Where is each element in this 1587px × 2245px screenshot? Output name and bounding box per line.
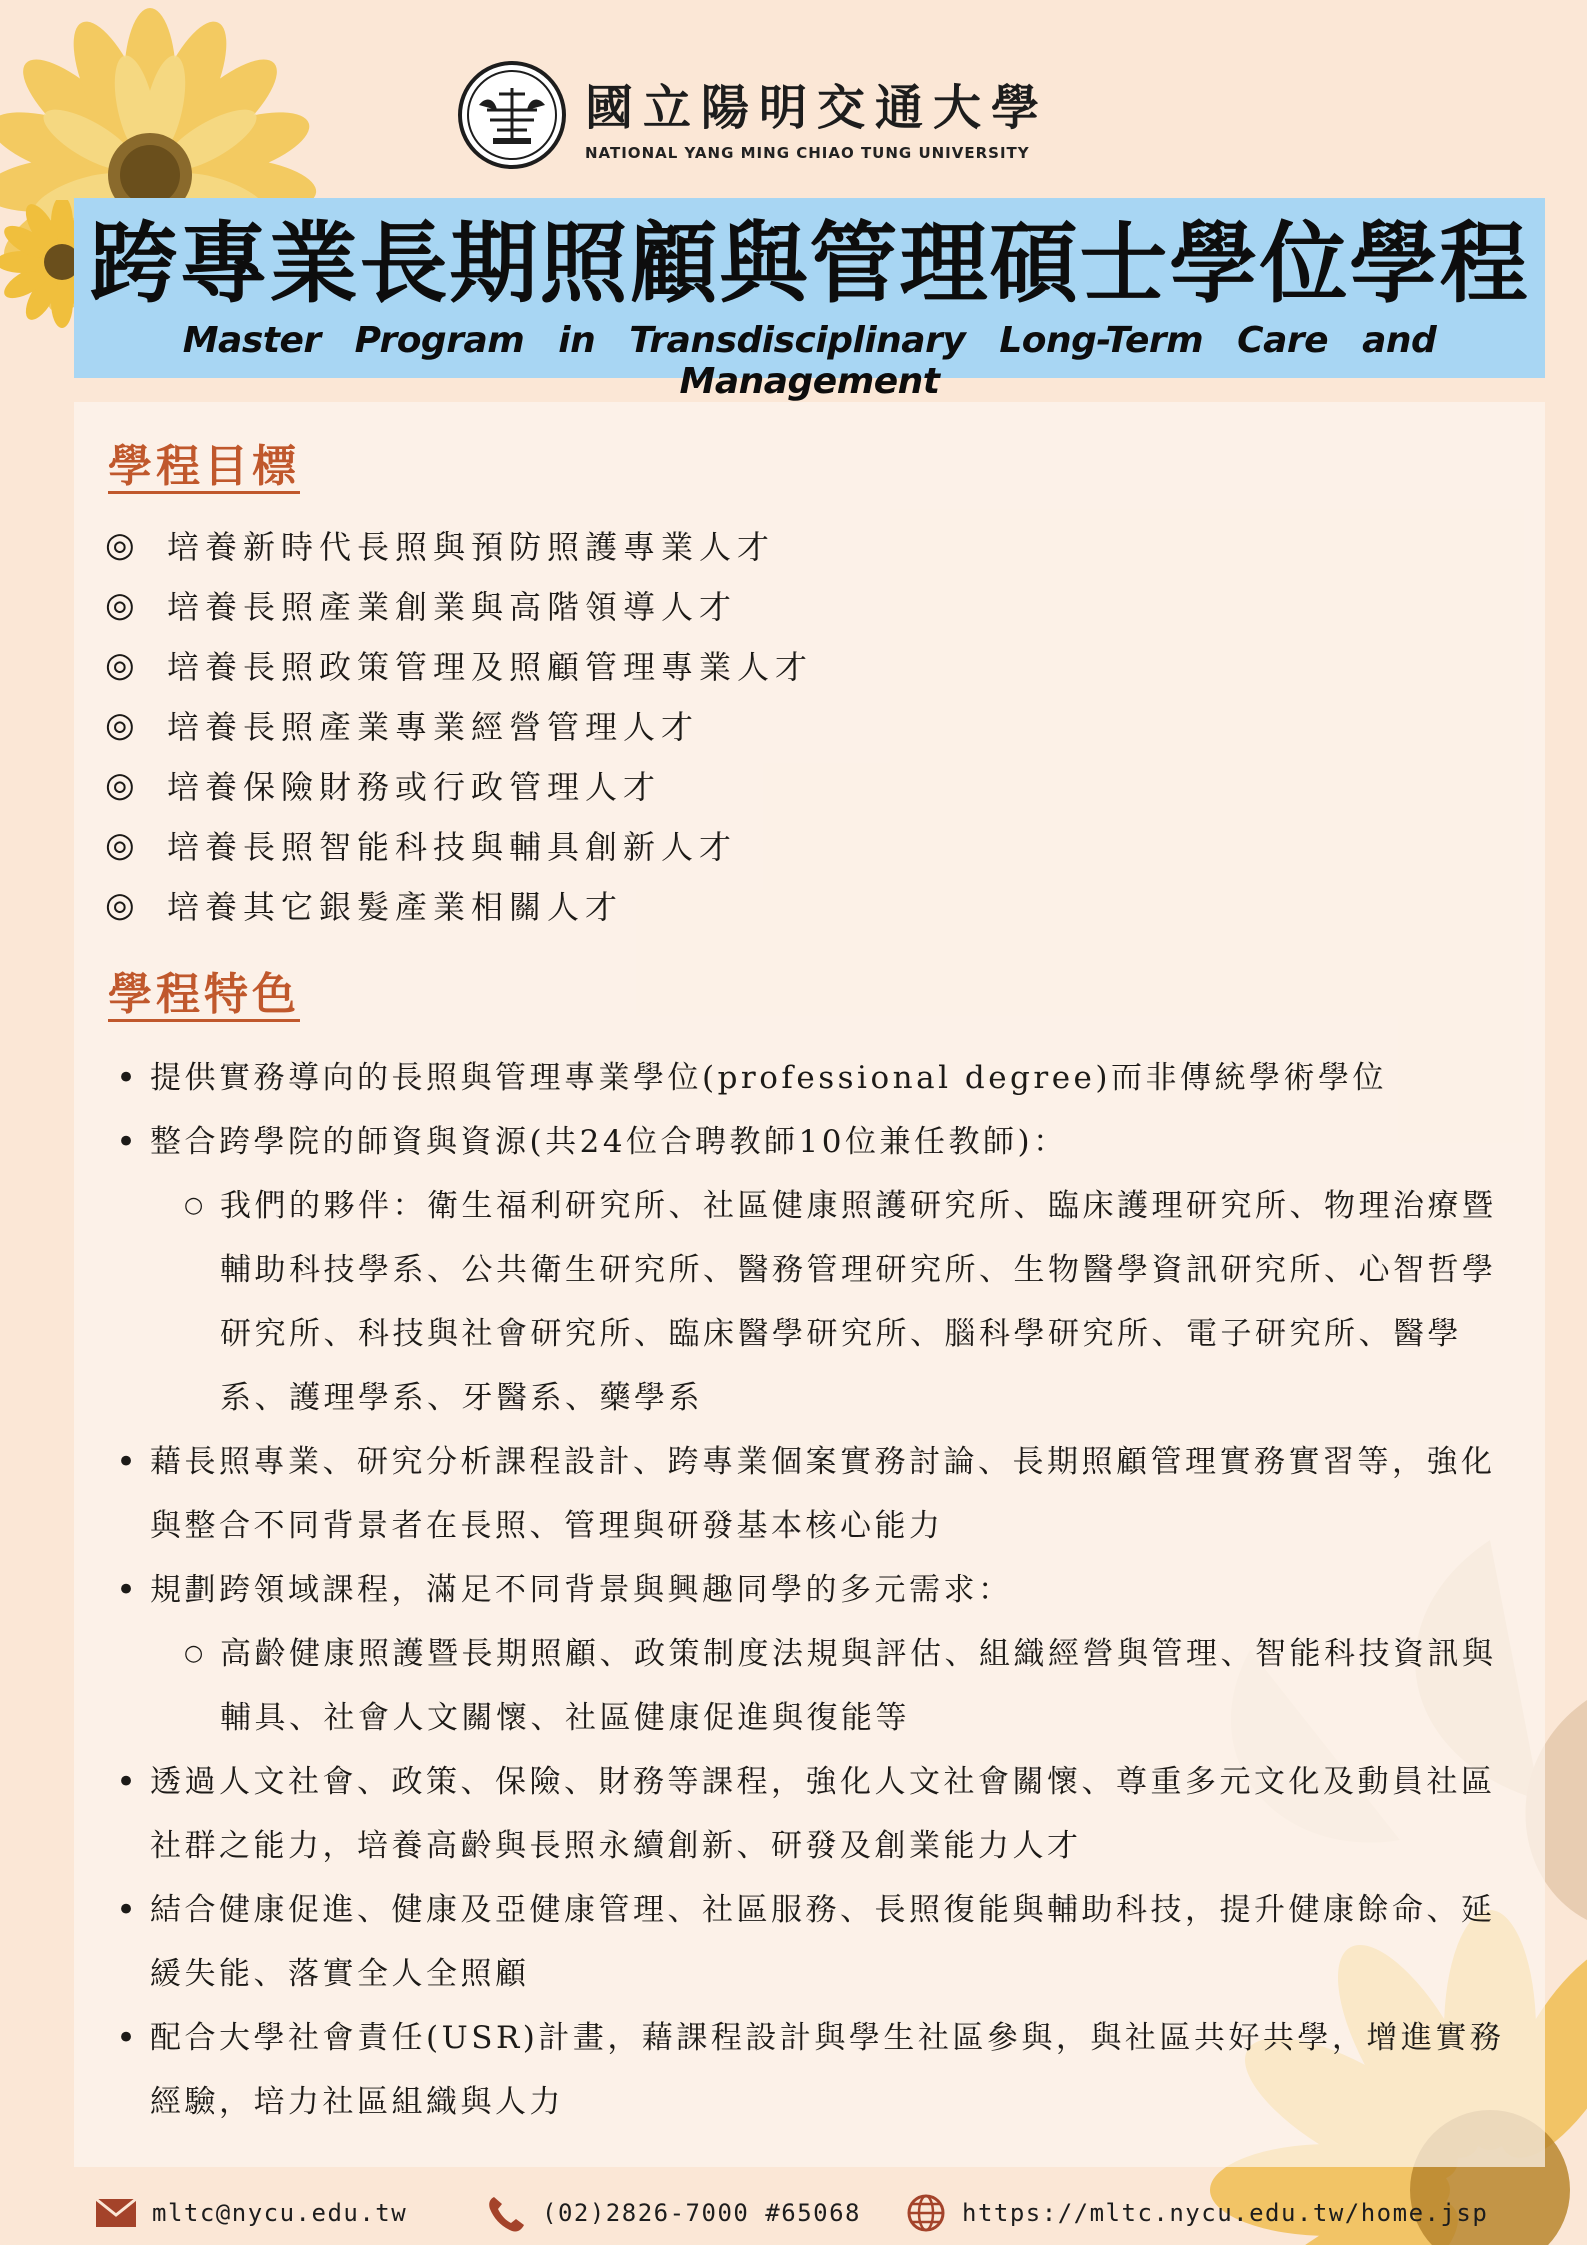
program-title-zh: 跨專業長期照顧與管理碩士學位學程 bbox=[89, 211, 1530, 315]
double-circle-icon: ◎ bbox=[105, 885, 141, 925]
goals-heading: 學程目標 bbox=[108, 441, 300, 492]
university-header bbox=[457, 60, 1049, 170]
program-title-en: Master Program in Transdisciplinary Long-Term Care and Management bbox=[182, 320, 1437, 402]
phone-icon bbox=[484, 2193, 528, 2233]
double-circle-icon: ◎ bbox=[105, 765, 141, 805]
university-emblem-icon bbox=[457, 60, 567, 170]
email-contact[interactable] bbox=[94, 2193, 484, 2233]
globe-icon bbox=[904, 2193, 948, 2233]
website-contact[interactable] bbox=[904, 2193, 1488, 2233]
university-name-zh: 國立陽明交通大學 bbox=[585, 79, 1050, 136]
feature-item: • 透過人文社會、政策、保險、財務等課程，強化人文社會關懷、尊重多元文化及動員社區社群之能力，培養高齡與長照永續創新、研發及創業能力人才 bbox=[108, 1750, 1528, 1878]
features-heading: 學程特色 bbox=[108, 969, 300, 1020]
double-circle-icon: ◎ bbox=[105, 705, 141, 745]
phone-contact[interactable] bbox=[484, 2193, 904, 2233]
feature-item: • 結合健康促進、健康及亞健康管理、社區服務、長照復能與輔助科技，提升健康餘命、延緩失能、落實全人全照顧 bbox=[108, 1878, 1528, 2006]
goal-item: ◎ 培養長照產業專業經營管理人才 bbox=[105, 705, 700, 746]
goals-list bbox=[105, 515, 813, 935]
double-circle-icon: ◎ bbox=[105, 645, 141, 685]
email-text[interactable]: mltc@nycu.edu.tw bbox=[152, 2199, 408, 2227]
feature-item: • 提供實務導向的長照與管理專業學位(professional degree)而非傳統學術學位 bbox=[108, 1046, 1528, 1110]
goal-item: ◎ 培養長照產業創業與高階領導人才 bbox=[105, 585, 738, 626]
feature-sub-item: ○ 我們的夥伴：衛生福利研究所、社區健康照護研究所、臨床護理研究所、物理治療暨輔助科技學系、公共衛生研究所、醫務管理研究所、生物醫學資訊研究所、心智哲學研究所、科技與社會研究所、臨床醫學研究所、腦科學研究所、電子研究所、醫學系、護理學系、牙醫系、藥學系 bbox=[108, 1174, 1528, 1430]
double-circle-icon: ◎ bbox=[105, 825, 141, 865]
university-name-en: NATIONAL YANG MING CHIAO TUNG UNIVERSITY bbox=[585, 143, 1030, 162]
goal-item: ◎ 培養長照政策管理及照顧管理專業人才 bbox=[105, 645, 814, 686]
goal-item: ◎ 培養其它銀髮產業相關人才 bbox=[105, 885, 624, 926]
contact-footer bbox=[94, 2188, 1534, 2238]
feature-item: • 規劃跨領域課程，滿足不同背景與興趣同學的多元需求： bbox=[108, 1558, 1528, 1622]
envelope-icon bbox=[94, 2193, 138, 2233]
goal-item: ◎ 培養長照智能科技與輔具創新人才 bbox=[105, 825, 738, 866]
goal-item: ◎ 培養保險財務或行政管理人才 bbox=[105, 765, 662, 806]
phone-text[interactable]: (02)2826-7000 #65068 bbox=[542, 2199, 861, 2227]
features-list bbox=[108, 1046, 1528, 2134]
feature-sub-item: ○ 高齡健康照護暨長期照顧、政策制度法規與評估、組織經營與管理、智能科技資訊與輔具、社會人文關懷、社區健康促進與復能等 bbox=[108, 1622, 1528, 1750]
feature-item: • 配合大學社會責任(USR)計畫，藉課程設計與學生社區參與，與社區共好共學，增進實務經驗，培力社區組織與人力 bbox=[108, 2006, 1528, 2134]
feature-item: • 整合跨學院的師資與資源(共24位合聘教師10位兼任教師)： bbox=[108, 1110, 1528, 1174]
website-link[interactable]: https://mltc.nycu.edu.tw/home.jsp bbox=[962, 2199, 1489, 2227]
goal-item: ◎ 培養新時代長照與預防照護專業人才 bbox=[105, 525, 776, 566]
double-circle-icon: ◎ bbox=[105, 525, 141, 565]
double-circle-icon: ◎ bbox=[105, 585, 141, 625]
feature-item: • 藉長照專業、研究分析課程設計、跨專業個案實務討論、長期照顧管理實務實習等，強化與整合不同背景者在長照、管理與研發基本核心能力 bbox=[108, 1430, 1528, 1558]
